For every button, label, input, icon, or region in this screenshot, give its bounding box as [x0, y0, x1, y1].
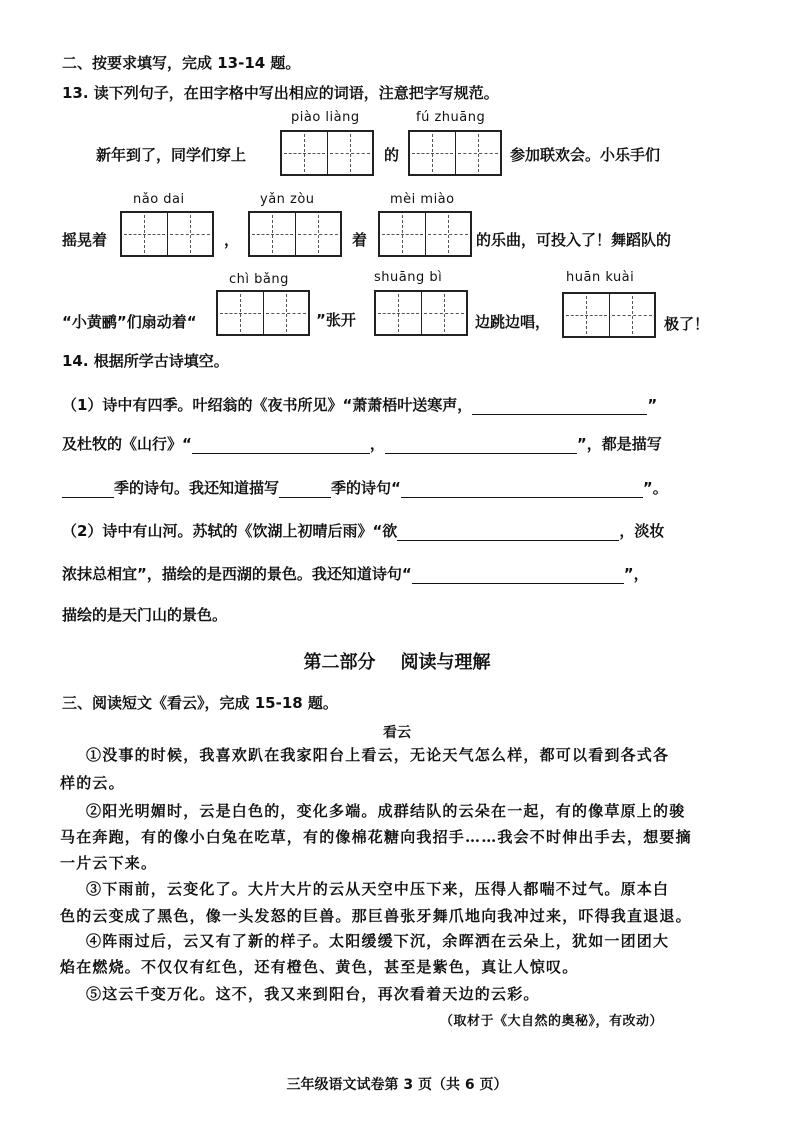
passage-line: ④阵雨过后，云又有了新的样子。太阳缓缓下沉，余晖洒在云朵上，犹如一团团大 — [86, 932, 670, 950]
sentence-text: 的乐曲，可投入了！舞蹈队的 — [476, 231, 672, 249]
section-heading: 三、阅读短文《看云》，完成 15-18 题。 — [62, 694, 338, 712]
page-footer: 三年级语文试卷第 3 页（共 6 页） — [286, 1077, 508, 1093]
poem-text: 浓抹总相宜”，描绘的是西湖的景色。我还知道诗句“ ”， — [62, 565, 649, 583]
answer-blank[interactable] — [192, 453, 370, 454]
pinyin-label: mèi miào — [390, 192, 455, 207]
tianzige-box[interactable] — [374, 290, 468, 336]
answer-blank[interactable] — [62, 497, 114, 498]
sentence-text: 新年到了，同学们穿上 — [96, 146, 247, 164]
answer-blank[interactable] — [412, 583, 624, 584]
pinyin-label: chì bǎng — [229, 272, 289, 287]
tianzige-box[interactable] — [120, 211, 214, 257]
passage-line: ③下雨前，云变化了。大片大片的云从天空中压下来，压得人都喘不过气。原本白 — [86, 880, 670, 898]
pinyin-label: piào liàng — [291, 110, 360, 125]
pinyin-label: huān kuài — [566, 270, 635, 285]
passage-line: 一片云下来。 — [60, 854, 158, 872]
answer-blank[interactable] — [385, 453, 577, 454]
tianzige-box[interactable] — [248, 211, 342, 257]
section-heading: 二、按要求填写，完成 13-14 题。 — [62, 54, 301, 72]
sentence-text: 摇晃着 — [62, 231, 108, 249]
passage-line: 样的云。 — [60, 774, 125, 792]
tianzige-box[interactable] — [562, 292, 656, 338]
sentence-text: 参加联欢会。小乐手们 — [510, 146, 661, 164]
pinyin-label: yǎn zòu — [260, 192, 315, 207]
tianzige-box[interactable] — [280, 130, 374, 176]
answer-blank[interactable] — [401, 497, 643, 498]
answer-blank[interactable] — [472, 414, 647, 415]
answer-blank[interactable] — [279, 497, 331, 498]
passage-line: ⑤这云千变万化。这不，我又来到阳台，再次看着天边的云彩。 — [86, 985, 540, 1003]
question-14-prompt: 14. 根据所学古诗填空。 — [62, 352, 229, 370]
sentence-text: ”张开 — [316, 311, 356, 329]
answer-blank[interactable] — [397, 540, 619, 541]
passage-source: （取材于《大自然的奥秘》，有改动） — [440, 1014, 664, 1029]
poem-text: 及杜牧的《山行》“ ， ”，都是描写 — [62, 435, 662, 453]
sentence-text: 的 — [384, 146, 400, 164]
part-title: 第二部分 阅读与理解 — [303, 652, 491, 673]
question-13-prompt: 13. 读下列句子，在田字格中写出相应的词语，注意把字写规范。 — [62, 84, 499, 102]
pinyin-label: nǎo dai — [133, 192, 185, 207]
poem-text: 描绘的是天门山的景色。 — [62, 606, 228, 624]
passage-line: ②阳光明媚时，云是白色的，变化多端。成群结队的云朵在一起，有的像草原上的骏 — [86, 802, 686, 820]
passage-line: ①没事的时候，我喜欢趴在我家阳台上看云，无论天气怎么样，都可以看到各式各 — [86, 746, 670, 764]
sentence-text: 着 — [352, 231, 368, 249]
sentence-text: 极了！ — [664, 315, 710, 333]
pinyin-label: shuāng bì — [374, 270, 443, 285]
sentence-text: “小黄鹂”们扇动着“ — [62, 313, 197, 331]
sentence-text: 边跳边唱， — [475, 313, 551, 331]
tianzige-box[interactable] — [378, 211, 472, 257]
tianzige-box[interactable] — [216, 290, 310, 336]
passage-line: 马在奔跑，有的像小白兔在吃草，有的像棉花糖向我招手……我会不时伸出手去，想要摘 — [60, 828, 692, 846]
passage-line: 色的云变成了黑色，像一头发怒的巨兽。那巨兽张牙舞爪地向我冲过来，吓得我直退退。 — [60, 907, 692, 925]
pinyin-label: fú zhuāng — [416, 110, 486, 125]
poem-text: （1）诗中有四季。叶绍翁的《夜书所见》“萧萧梧叶送寒声， ” — [62, 396, 658, 414]
poem-text: （2）诗中有山河。苏轼的《饮湖上初晴后雨》“欲 ，淡妆 — [62, 522, 665, 540]
sentence-text: ， — [224, 231, 240, 249]
tianzige-box[interactable] — [408, 130, 502, 176]
passage-title: 看云 — [383, 725, 411, 741]
passage-line: 焰在燃烧。不仅仅有红色，还有橙色、黄色，甚至是紫色，真让人惊叹。 — [60, 958, 579, 976]
poem-text: 季的诗句。我还知道描写 季的诗句“ ”。 — [62, 477, 668, 498]
